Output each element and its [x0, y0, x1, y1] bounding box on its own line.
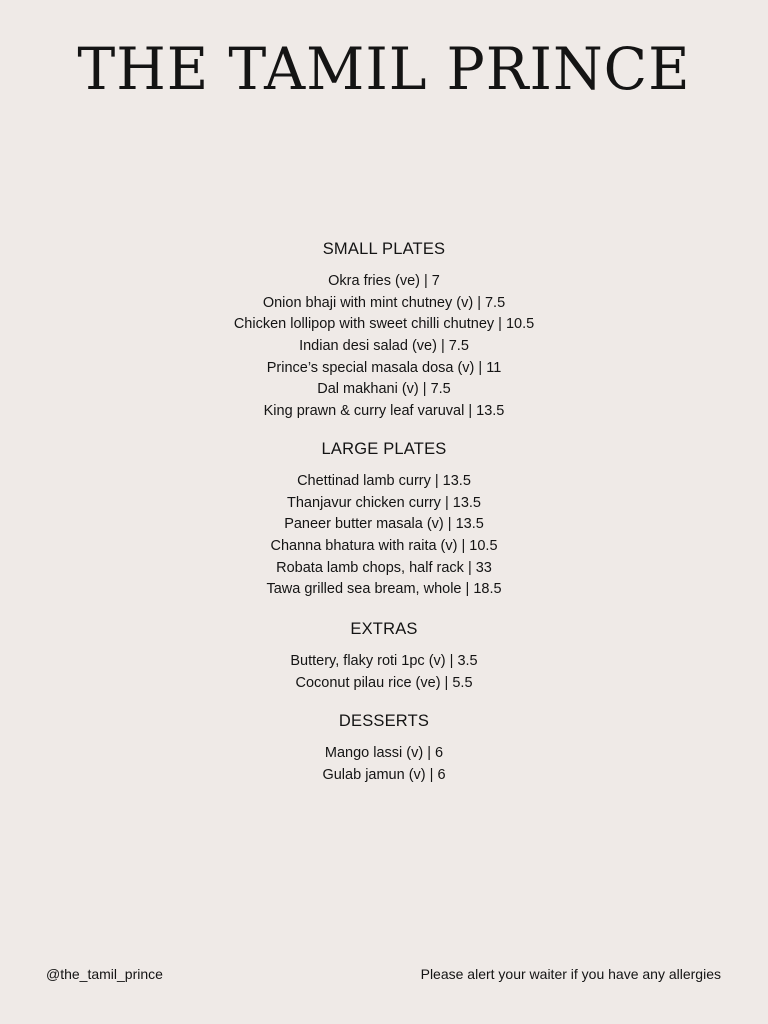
menu-item: Robata lamb chops, half rack | 33 — [276, 559, 492, 576]
menu-item: Prince’s special masala dosa (v) | 11 — [266, 359, 502, 376]
section-small-plates — [0, 237, 768, 437]
section-heading: EXTRAS — [350, 620, 418, 638]
menu-item: Mango lassi (v) | 6 — [324, 745, 444, 761]
menu-item: Chicken lollipop with sweet chilli chutney | 10.5 — [233, 316, 535, 333]
menu-item: Dal makhani (v) | 7.5 — [317, 381, 451, 398]
section-extras — [0, 617, 768, 709]
menu-item: Tawa grilled sea bream, whole | 18.5 — [266, 581, 502, 598]
menu-item: Onion bhaji with mint chutney (v) | 7.5 — [262, 294, 506, 311]
allergy-notice: Please alert your waiter if you have any allergies — [420, 966, 721, 982]
menu-item: Chettinad lamb curry | 13.5 — [297, 473, 471, 489]
menu-item: Channa bhatura with raita (v) | 10.5 — [270, 538, 498, 555]
social-handle: @the_tamil_prince — [46, 966, 163, 982]
menu-item: Coconut pilau rice (ve) | 5.5 — [295, 674, 473, 691]
menu-item-list — [0, 271, 768, 423]
restaurant-title: THE TAMIL PRINCE — [77, 35, 691, 103]
menu-item: Okra fries (ve) | 7 — [328, 273, 440, 289]
menu-item: Buttery, flaky roti 1pc (v) | 3.5 — [290, 653, 478, 669]
section-heading: LARGE PLATES — [321, 440, 447, 458]
menu-item-list — [0, 471, 768, 601]
section-heading: DESSERTS — [338, 712, 430, 730]
menu-item: King prawn & curry leaf varuval | 13.5 — [263, 403, 505, 420]
section-large-plates — [0, 437, 768, 617]
menu-item: Gulab jamun (v) | 6 — [322, 766, 446, 783]
menu-item-list — [0, 743, 768, 786]
menu-item-list — [0, 651, 768, 694]
section-desserts — [0, 709, 768, 786]
menu-body — [0, 237, 768, 786]
menu-item: Paneer butter masala (v) | 13.5 — [284, 516, 484, 533]
menu-item: Indian desi salad (ve) | 7.5 — [299, 338, 469, 355]
menu-item: Thanjavur chicken curry | 13.5 — [287, 494, 481, 511]
section-heading: SMALL PLATES — [322, 240, 446, 258]
